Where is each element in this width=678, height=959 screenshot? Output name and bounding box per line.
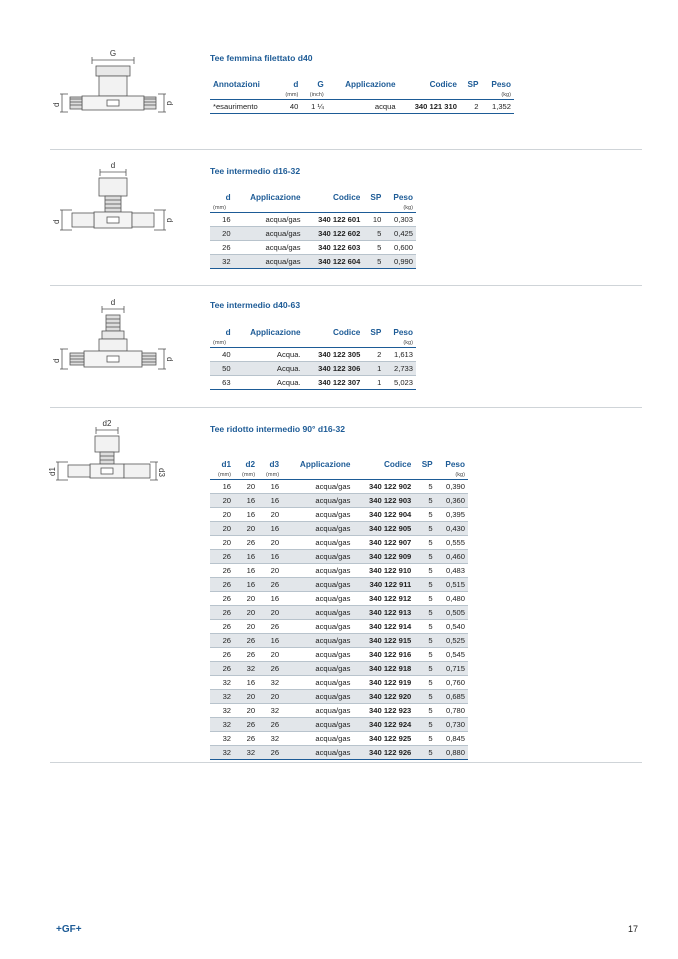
table-row bbox=[210, 522, 468, 536]
cell: 32 bbox=[234, 746, 258, 760]
cell: 340 122 907 bbox=[369, 538, 412, 547]
cell: 340 122 602 bbox=[304, 227, 364, 241]
cell: 26 bbox=[234, 718, 258, 732]
cell: 20 bbox=[222, 510, 232, 519]
cell: 0,685 bbox=[436, 690, 468, 704]
col-unit: (mm) bbox=[285, 92, 299, 98]
cell: 0,390 bbox=[445, 482, 465, 491]
cell: 0,460 bbox=[436, 550, 468, 564]
col-unit bbox=[327, 91, 399, 100]
cell: 16 bbox=[258, 522, 282, 536]
cell: 26 bbox=[258, 662, 282, 676]
cell: 0,555 bbox=[445, 538, 465, 547]
cell: acqua/gas bbox=[282, 578, 353, 592]
cell: 340 121 310 bbox=[414, 102, 457, 111]
col-unit bbox=[304, 339, 364, 348]
col-unit: (kg) bbox=[501, 92, 511, 98]
cell: 0,845 bbox=[445, 734, 465, 743]
cell: 26 bbox=[258, 746, 282, 760]
dim-label-left: d bbox=[52, 358, 61, 363]
cell: acqua/gas bbox=[315, 594, 351, 603]
cell: 16 bbox=[270, 594, 280, 603]
cell: 10 bbox=[372, 215, 382, 224]
col-header: Applicazione bbox=[250, 328, 301, 337]
table-row bbox=[210, 578, 468, 592]
cell: acqua/gas bbox=[282, 662, 353, 676]
cell: 32 bbox=[234, 662, 258, 676]
page-number: 17 bbox=[628, 924, 639, 934]
cell: 16 bbox=[246, 678, 256, 687]
cell: 0,600 bbox=[393, 243, 413, 252]
product-table bbox=[210, 191, 416, 269]
cell: 5 bbox=[414, 634, 435, 648]
divider bbox=[50, 285, 642, 286]
cell: Acqua. bbox=[276, 350, 301, 359]
cell: 32 bbox=[210, 746, 234, 760]
cell: 32 bbox=[210, 718, 234, 732]
cell: 340 122 914 bbox=[369, 622, 412, 631]
col-header: G bbox=[317, 80, 324, 89]
col-unit: (mm) bbox=[213, 205, 227, 211]
cell: acqua/gas bbox=[282, 606, 353, 620]
cell: 340 122 307 bbox=[318, 378, 361, 387]
cell: 16 bbox=[258, 494, 282, 508]
col-header: d bbox=[293, 80, 299, 89]
col-unit bbox=[234, 204, 304, 213]
cell: 16 bbox=[234, 550, 258, 564]
cell: 0,540 bbox=[445, 622, 465, 631]
cell: 26 bbox=[258, 718, 282, 732]
col-unit bbox=[399, 91, 460, 100]
cell: 32 bbox=[222, 706, 232, 715]
col-header: Codice bbox=[429, 80, 457, 89]
tee-intermedio-large-drawing bbox=[52, 297, 174, 381]
cell: 20 bbox=[210, 227, 234, 241]
cell: 340 122 912 bbox=[369, 594, 412, 603]
col-header: SP bbox=[370, 328, 382, 337]
cell: 26 bbox=[222, 650, 232, 659]
product-table bbox=[210, 78, 514, 114]
cell: 5 bbox=[363, 255, 384, 269]
section-title: Tee intermedio d40-63 bbox=[210, 300, 301, 310]
col-header: d2 bbox=[245, 460, 256, 469]
tee-intermedio-drawing bbox=[52, 162, 174, 242]
cell: 1 bbox=[363, 362, 384, 376]
cell: 26 bbox=[270, 622, 280, 631]
cell: 340 122 919 bbox=[369, 678, 412, 687]
cell: 50 bbox=[210, 362, 234, 376]
cell: 26 bbox=[210, 662, 234, 676]
col-header: SP bbox=[467, 80, 479, 89]
cell: 0,430 bbox=[436, 522, 468, 536]
cell: 0,880 bbox=[436, 746, 468, 760]
cell: acqua/gas bbox=[282, 550, 353, 564]
col-header: d3 bbox=[269, 460, 280, 469]
cell: 340 122 911 bbox=[353, 578, 414, 592]
cell: 340 122 913 bbox=[353, 606, 414, 620]
cell: 5 bbox=[414, 662, 435, 676]
cell: 5 bbox=[428, 622, 433, 631]
cell: 16 bbox=[258, 550, 282, 564]
col-header: Codice bbox=[383, 460, 412, 469]
cell: 5 bbox=[377, 243, 382, 252]
cell: 32 bbox=[270, 734, 280, 743]
table-row bbox=[210, 592, 468, 606]
cell: 16 bbox=[246, 510, 256, 519]
table-row bbox=[210, 508, 468, 522]
table-row bbox=[210, 634, 468, 648]
cell: 20 bbox=[270, 650, 280, 659]
cell: 26 bbox=[246, 734, 256, 743]
cell: acqua/gas bbox=[315, 566, 351, 575]
dim-label-right: d bbox=[165, 101, 174, 106]
col-header: Codice bbox=[333, 328, 361, 337]
cell: 32 bbox=[210, 255, 234, 269]
cell: 5 bbox=[414, 578, 435, 592]
cell: 20 bbox=[234, 522, 258, 536]
cell: 5 bbox=[414, 550, 435, 564]
divider bbox=[50, 149, 642, 150]
cell: 0,730 bbox=[436, 718, 468, 732]
divider bbox=[50, 407, 642, 408]
product-table bbox=[210, 458, 468, 760]
cell: acqua/gas bbox=[234, 255, 304, 269]
product-table bbox=[210, 326, 416, 390]
cell: 340 122 920 bbox=[353, 690, 414, 704]
cell: 20 bbox=[222, 538, 232, 547]
col-unit: (kg) bbox=[403, 340, 413, 346]
cell: 26 bbox=[210, 578, 234, 592]
cell: 0,515 bbox=[436, 578, 468, 592]
cell: acqua/gas bbox=[265, 215, 301, 224]
col-unit bbox=[363, 339, 384, 348]
col-header: Applicazione bbox=[299, 460, 351, 469]
cell: 26 bbox=[222, 622, 232, 631]
section-title: Tee ridotto intermedio 90° d16-32 bbox=[210, 424, 346, 434]
col-header: Codice bbox=[333, 193, 361, 202]
cell: 0,395 bbox=[445, 510, 465, 519]
col-unit bbox=[304, 204, 364, 213]
col-header: Peso bbox=[393, 328, 413, 337]
table-row bbox=[210, 746, 468, 760]
col-header: Annotazioni bbox=[213, 80, 260, 89]
cell: 20 bbox=[234, 606, 258, 620]
cell: 32 bbox=[270, 678, 280, 687]
cell: 5 bbox=[428, 734, 433, 743]
table-row bbox=[210, 494, 468, 508]
cell: Acqua. bbox=[234, 362, 304, 376]
col-header: Peso bbox=[491, 80, 511, 89]
cell: acqua/gas bbox=[315, 678, 351, 687]
cell: 340 122 923 bbox=[369, 706, 412, 715]
cell: Acqua. bbox=[276, 378, 301, 387]
cell: 20 bbox=[246, 482, 256, 491]
cell: 1,352 bbox=[491, 102, 511, 111]
cell: 340 122 909 bbox=[353, 550, 414, 564]
cell: 5 bbox=[414, 606, 435, 620]
cell: 0,525 bbox=[436, 634, 468, 648]
table-row bbox=[210, 348, 416, 362]
col-unit: (mm) bbox=[217, 472, 232, 478]
table-row bbox=[210, 620, 468, 634]
cell: 340 122 604 bbox=[304, 255, 364, 269]
cell: 26 bbox=[246, 650, 256, 659]
col-unit bbox=[414, 471, 435, 480]
cell: 340 122 903 bbox=[353, 494, 414, 508]
cell: acqua bbox=[374, 102, 396, 111]
table-row bbox=[210, 648, 468, 662]
cell: 16 bbox=[222, 482, 232, 491]
cell: acqua/gas bbox=[315, 538, 351, 547]
cell: *esaurimento bbox=[213, 102, 258, 111]
tee-ridotto-drawing bbox=[46, 420, 168, 494]
cell: 26 bbox=[222, 243, 231, 252]
cell: acqua/gas bbox=[315, 734, 351, 743]
cell: 26 bbox=[234, 634, 258, 648]
cell: 340 122 601 bbox=[318, 215, 361, 224]
cell: 5 bbox=[428, 706, 433, 715]
cell: 340 122 910 bbox=[369, 566, 412, 575]
gf-logo: +GF+ bbox=[56, 924, 82, 935]
cell: 5 bbox=[428, 650, 433, 659]
col-header: d1 bbox=[221, 460, 232, 469]
cell: 340 122 915 bbox=[353, 634, 414, 648]
table-row bbox=[210, 606, 468, 620]
dim-label-right: d bbox=[165, 218, 174, 223]
cell: 32 bbox=[270, 706, 280, 715]
col-header: d bbox=[225, 193, 231, 202]
col-header: Peso bbox=[393, 193, 413, 202]
cell: 20 bbox=[210, 522, 234, 536]
cell: 20 bbox=[270, 538, 280, 547]
cell: 20 bbox=[234, 690, 258, 704]
cell: 0,990 bbox=[384, 255, 416, 269]
cell: 5,023 bbox=[393, 378, 413, 387]
table-row bbox=[210, 718, 468, 732]
dim-label-top: d2 bbox=[102, 420, 112, 428]
divider bbox=[50, 762, 642, 763]
cell: 340 122 918 bbox=[353, 662, 414, 676]
cell: 16 bbox=[234, 494, 258, 508]
cell: acqua/gas bbox=[315, 622, 351, 631]
cell: 340 122 916 bbox=[369, 650, 412, 659]
table-row bbox=[210, 480, 468, 494]
cell: 340 122 924 bbox=[353, 718, 414, 732]
cell: 20 bbox=[246, 706, 256, 715]
cell: 26 bbox=[210, 606, 234, 620]
cell: 0,303 bbox=[393, 215, 413, 224]
col-unit bbox=[460, 91, 482, 100]
cell: 5 bbox=[428, 594, 433, 603]
cell: acqua/gas bbox=[315, 482, 351, 491]
cell: 340 122 902 bbox=[369, 482, 412, 491]
cell: 0,760 bbox=[445, 678, 465, 687]
cell: 340 122 925 bbox=[369, 734, 412, 743]
cell: 5 bbox=[428, 538, 433, 547]
cell: 20 bbox=[258, 690, 282, 704]
table-row bbox=[210, 362, 416, 376]
cell: 5 bbox=[414, 522, 435, 536]
cell: 40 bbox=[289, 102, 299, 111]
cell: 26 bbox=[258, 578, 282, 592]
section-title: Tee femmina filettato d40 bbox=[210, 53, 313, 63]
col-unit bbox=[282, 471, 353, 480]
cell: acqua/gas bbox=[315, 706, 351, 715]
cell: acqua/gas bbox=[282, 634, 353, 648]
col-unit bbox=[353, 471, 414, 480]
table-row bbox=[210, 550, 468, 564]
dim-label-right: d bbox=[165, 357, 174, 362]
col-unit: (mm) bbox=[242, 472, 256, 478]
cell: 5 bbox=[414, 494, 435, 508]
cell: 340 122 904 bbox=[369, 510, 412, 519]
cell: 20 bbox=[246, 594, 256, 603]
table-row bbox=[210, 704, 468, 718]
cell: 5 bbox=[428, 566, 433, 575]
col-unit bbox=[210, 91, 277, 100]
cell: 26 bbox=[222, 594, 232, 603]
col-header: Applicazione bbox=[250, 193, 301, 202]
col-header: SP bbox=[370, 193, 382, 202]
cell: 0,360 bbox=[436, 494, 468, 508]
cell: acqua/gas bbox=[315, 650, 351, 659]
col-unit bbox=[363, 204, 384, 213]
cell: 20 bbox=[270, 510, 280, 519]
cell: 1,613 bbox=[393, 350, 413, 359]
cell: 5 bbox=[428, 510, 433, 519]
cell: 16 bbox=[258, 634, 282, 648]
col-unit: (inch) bbox=[309, 92, 324, 98]
col-header: Applicazione bbox=[345, 80, 396, 89]
cell: 5 bbox=[428, 482, 433, 491]
cell: 0,480 bbox=[445, 594, 465, 603]
table-row bbox=[210, 732, 468, 746]
cell: 340 122 603 bbox=[318, 243, 361, 252]
cell: 26 bbox=[222, 566, 232, 575]
section-title: Tee intermedio d16-32 bbox=[210, 166, 301, 176]
cell: 0,483 bbox=[445, 566, 465, 575]
cell: 5 bbox=[414, 718, 435, 732]
dim-label-right: d3 bbox=[157, 468, 166, 477]
cell: 16 bbox=[246, 566, 256, 575]
cell: 20 bbox=[270, 566, 280, 575]
table-row bbox=[210, 255, 416, 269]
cell: 2 bbox=[377, 350, 382, 359]
cell: 1 ¼ bbox=[311, 102, 324, 111]
cell: acqua/gas bbox=[315, 510, 351, 519]
cell: 2 bbox=[474, 102, 479, 111]
cell: 40 bbox=[222, 350, 231, 359]
table-row bbox=[210, 676, 468, 690]
cell: 32 bbox=[210, 690, 234, 704]
cell: 16 bbox=[222, 215, 231, 224]
table-row bbox=[210, 564, 468, 578]
cell: 16 bbox=[234, 578, 258, 592]
table-row bbox=[210, 662, 468, 676]
cell: 340 122 926 bbox=[353, 746, 414, 760]
cell: 63 bbox=[222, 378, 231, 387]
table-row bbox=[210, 100, 514, 114]
cell: 340 122 305 bbox=[318, 350, 361, 359]
cell: acqua/gas bbox=[282, 718, 353, 732]
cell: 340 122 306 bbox=[304, 362, 364, 376]
cell: 26 bbox=[210, 634, 234, 648]
tee-femmina-drawing bbox=[52, 50, 174, 124]
cell: acqua/gas bbox=[265, 243, 301, 252]
cell: 0,425 bbox=[384, 227, 416, 241]
cell: 0,780 bbox=[445, 706, 465, 715]
cell: 0,715 bbox=[436, 662, 468, 676]
cell: acqua/gas bbox=[282, 746, 353, 760]
table-row bbox=[210, 376, 416, 390]
dim-label-left: d bbox=[52, 102, 61, 107]
cell: 5 bbox=[428, 678, 433, 687]
cell: 5 bbox=[414, 746, 435, 760]
cell: acqua/gas bbox=[282, 494, 353, 508]
cell: acqua/gas bbox=[234, 227, 304, 241]
dim-label-top: d bbox=[110, 298, 116, 307]
cell: acqua/gas bbox=[282, 522, 353, 536]
col-unit: (mm) bbox=[213, 340, 227, 346]
cell: 1 bbox=[377, 378, 382, 387]
dim-label-top: d bbox=[110, 162, 116, 170]
cell: 5 bbox=[414, 690, 435, 704]
cell: 0,545 bbox=[445, 650, 465, 659]
cell: 26 bbox=[246, 538, 256, 547]
col-unit bbox=[234, 339, 304, 348]
cell: 0,505 bbox=[436, 606, 468, 620]
table-row bbox=[210, 227, 416, 241]
cell: 26 bbox=[210, 550, 234, 564]
col-unit: (mm) bbox=[266, 472, 280, 478]
cell: 5 bbox=[363, 227, 384, 241]
cell: 20 bbox=[258, 606, 282, 620]
col-header: d bbox=[225, 328, 231, 337]
cell: acqua/gas bbox=[282, 690, 353, 704]
col-header: SP bbox=[421, 460, 433, 469]
table-row bbox=[210, 213, 416, 227]
col-unit: (kg) bbox=[455, 472, 465, 478]
table-row bbox=[210, 690, 468, 704]
dim-label-top: G bbox=[109, 50, 117, 58]
dim-label-left: d1 bbox=[48, 467, 57, 476]
cell: 2,733 bbox=[384, 362, 416, 376]
cell: 32 bbox=[222, 678, 232, 687]
dim-label-left: d bbox=[52, 219, 61, 224]
cell: 20 bbox=[246, 622, 256, 631]
cell: 340 122 905 bbox=[353, 522, 414, 536]
cell: 16 bbox=[270, 482, 280, 491]
cell: 20 bbox=[210, 494, 234, 508]
col-header: Peso bbox=[445, 460, 465, 469]
cell: 32 bbox=[222, 734, 232, 743]
table-row bbox=[210, 536, 468, 550]
table-row bbox=[210, 241, 416, 255]
col-unit: (kg) bbox=[403, 205, 413, 211]
